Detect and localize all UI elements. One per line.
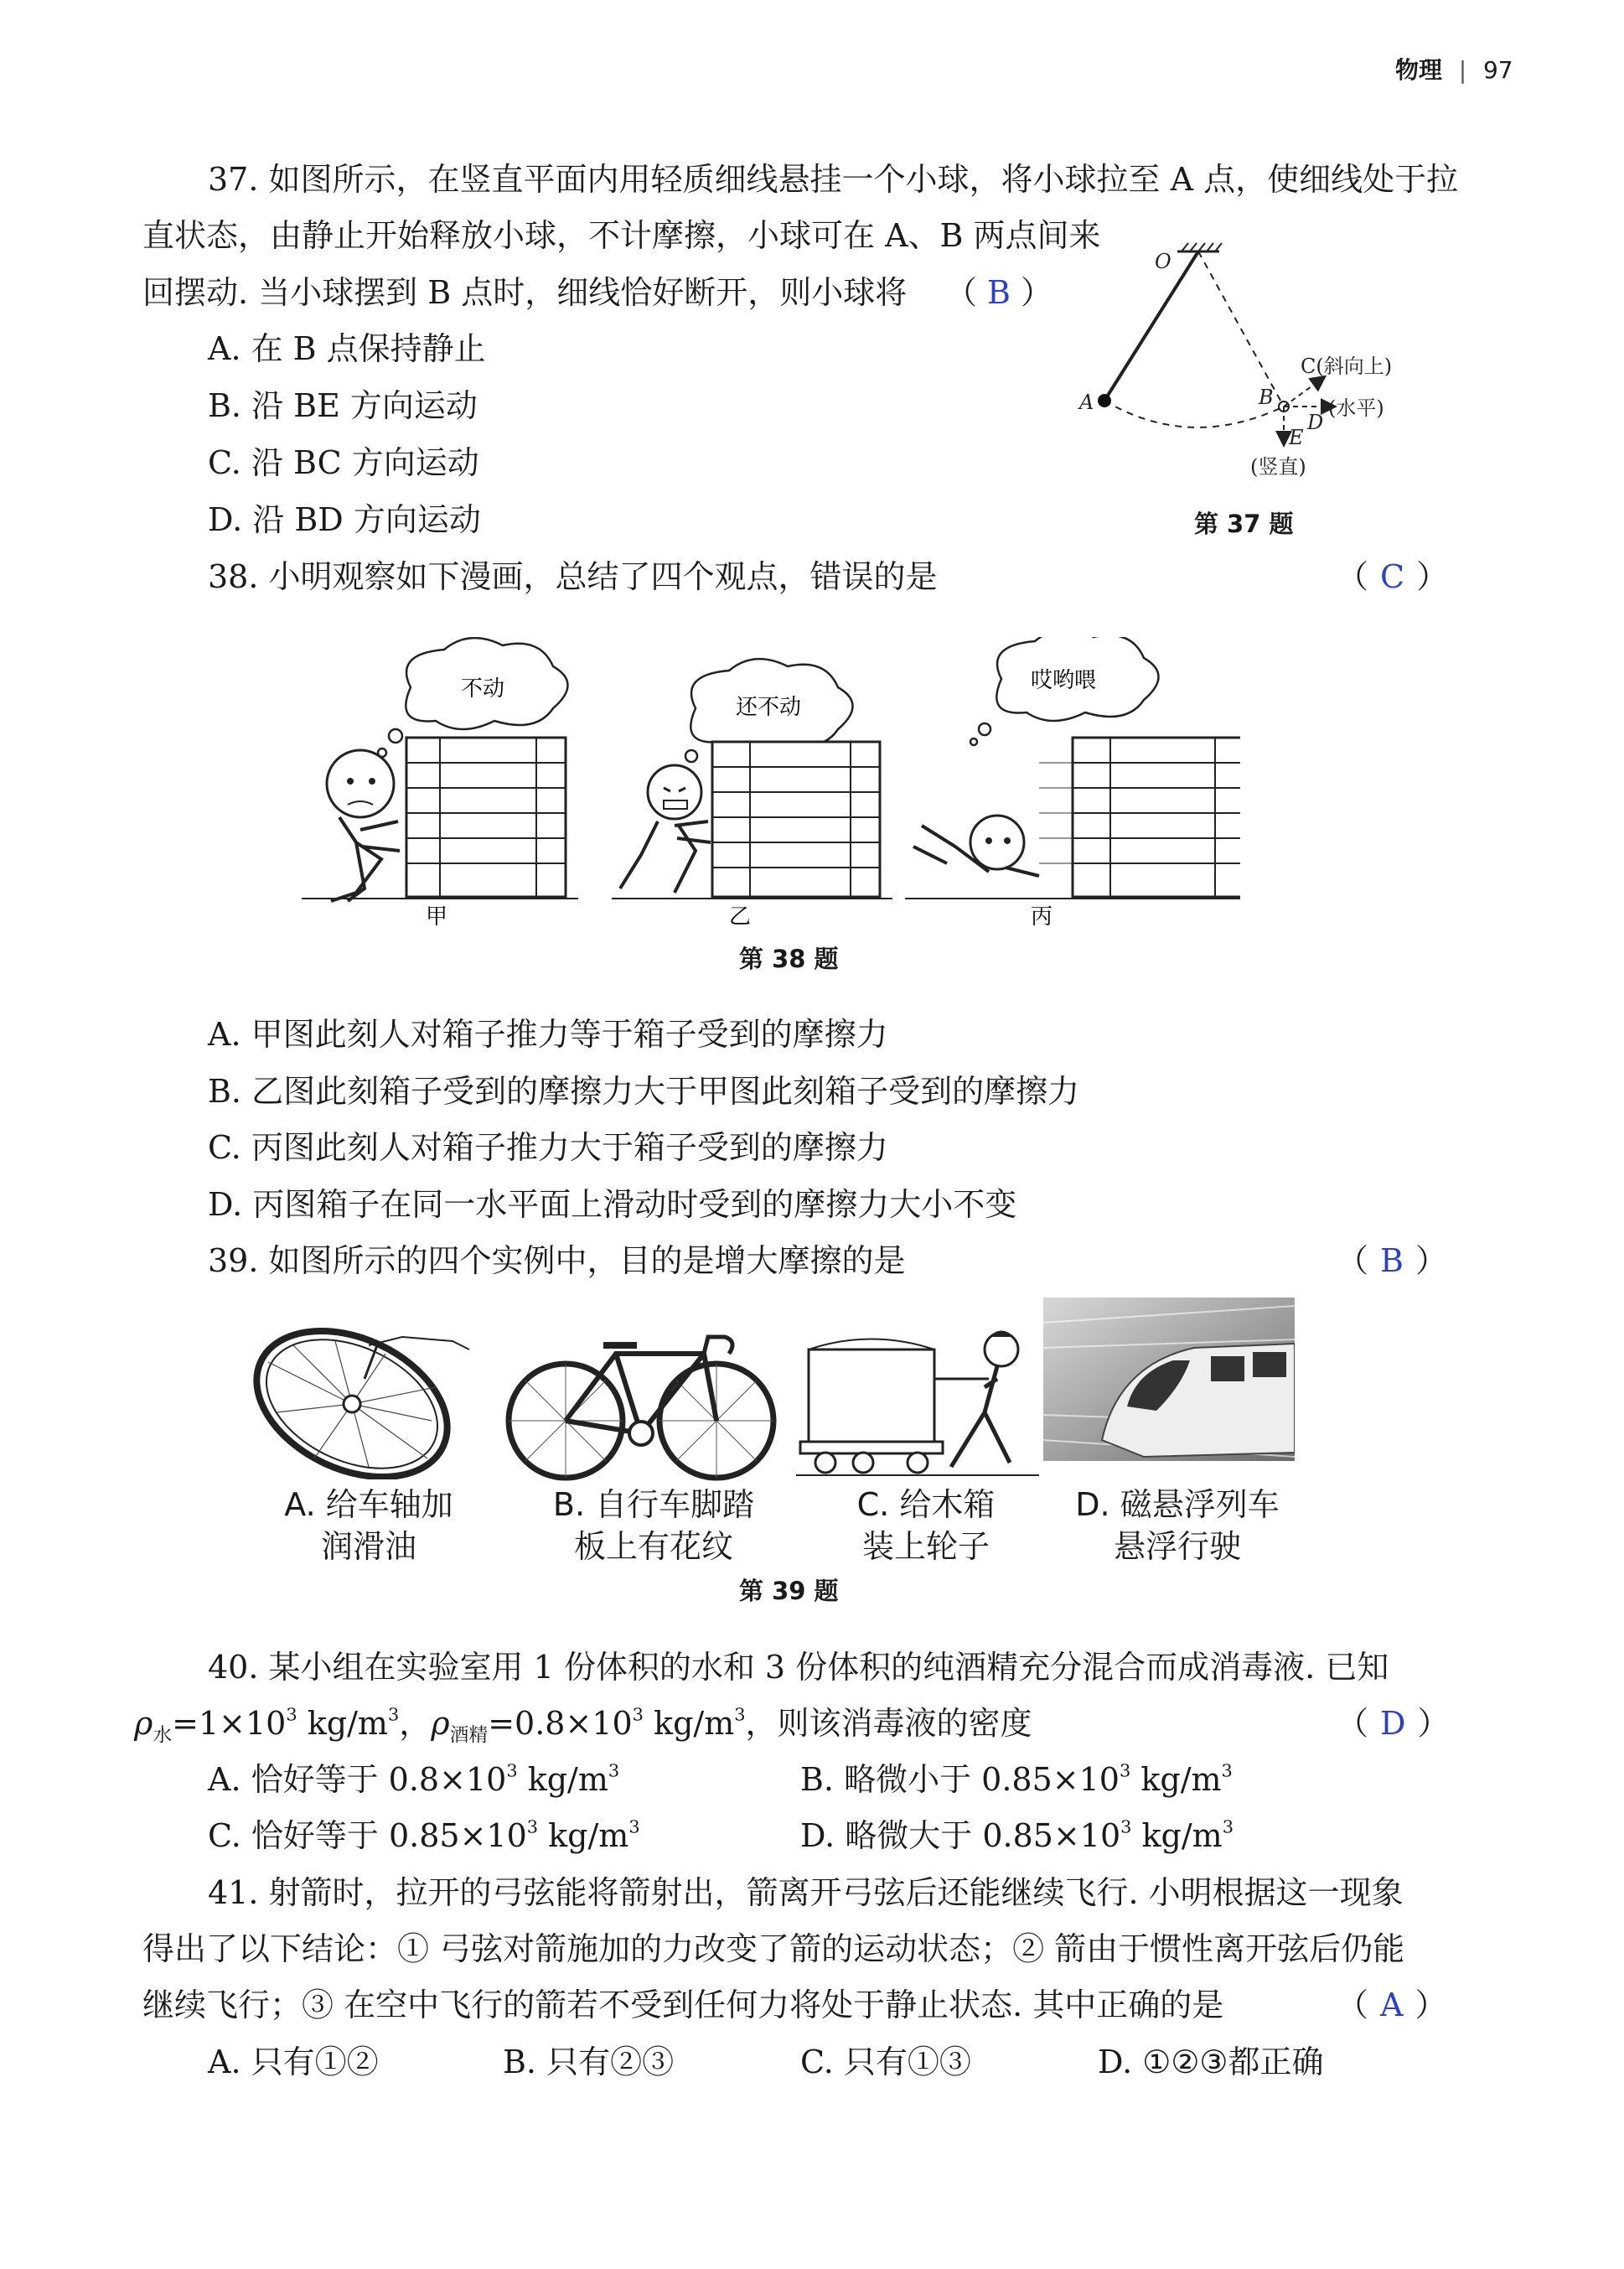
- ball-a: [1098, 394, 1111, 407]
- q37-answer-box: （ B ）: [945, 274, 1052, 311]
- q37-option-c: C. 沿 BC 方向运动: [208, 444, 479, 481]
- subject-label: 物理: [1395, 56, 1443, 84]
- maglev-train-image: [1043, 1298, 1295, 1461]
- string-line: [1104, 251, 1198, 401]
- q41-line-2: 得出了以下结论：① 弓弦对箭施加的力改变了箭的运动状态；② 箭由于惯性离开弦后仍能: [142, 1930, 1405, 1967]
- q39-picture-a-caption: A. 给车轴加 润滑油: [284, 1486, 453, 1565]
- box-with-wheels-image: [796, 1320, 1039, 1479]
- q40-option-d: D. 略微大于 $0.85\times 10^3$ $kg/m^3$: [800, 1816, 1234, 1854]
- page-number: 97: [1482, 56, 1513, 84]
- q38-option-c: C. 丙图此刻人对箱子推力大于箱子受到的摩擦力: [208, 1129, 888, 1166]
- q41-option-d: D. ①②③都正确: [1098, 2044, 1324, 2080]
- panel-label: 甲: [426, 904, 448, 930]
- sub-alcohol: 酒精: [449, 1724, 489, 1747]
- q39-picture-d-caption: D. 磁悬浮列车 悬浮行驶: [1075, 1486, 1280, 1565]
- label-c: C(斜向上): [1301, 355, 1393, 378]
- label-e-dir: (竖直): [1250, 455, 1306, 479]
- q40-option-c: C. 恰好等于 $0.85\times 10^3$ $kg/m^3$: [208, 1816, 640, 1854]
- q41-option-c: C. 只有①③: [800, 2044, 971, 2080]
- q39-picture-c-caption: C. 给木箱 装上轮子: [856, 1486, 996, 1565]
- label-e: E: [1289, 426, 1304, 449]
- q40-line-2: $\rho_水=1\times 10^3$ $kg/m^3$，$\rho_{酒精}=0.8\times 10^3$ $kg/m^3$，则该消毒液的密度: [134, 1704, 1032, 1747]
- q37-pendulum-figure: [1064, 235, 1433, 503]
- q37-line-2: 直状态，由静止开始释放小球，不计摩擦，小球可在 A、B 两点间来: [142, 217, 1101, 254]
- bicycle-image: [503, 1316, 779, 1484]
- label-a: A: [1079, 391, 1094, 414]
- q37-line-3: 回摆动. 当小球摆到 B 点时，细线恰好断开，则小球将: [142, 274, 908, 311]
- q40-option-b: B. 略微小于 $0.85\times 10^3$ $kg/m^3$: [800, 1760, 1233, 1798]
- person-head: [970, 816, 1024, 869]
- q37-option-d: D. 沿 BD 方向运动: [208, 501, 481, 538]
- q41-answer-box: （ A ）: [1337, 1987, 1447, 2023]
- q37-caption: 第 37 题: [1194, 510, 1294, 538]
- crate: [406, 738, 566, 897]
- q41-line-1: 41. 射箭时，拉开的弓弦能将箭射出，箭离开弓弦后还能继续飞行. 小明根据这一现象: [208, 1874, 1404, 1911]
- panel-label: 乙: [729, 904, 752, 930]
- q38-caption: 第 38 题: [739, 945, 839, 973]
- q37-option-a: A. 在 B 点保持静止: [208, 330, 486, 367]
- label-d-dir: (水平): [1328, 396, 1384, 420]
- person-head: [648, 765, 701, 819]
- q38-cartoon: [302, 637, 1240, 947]
- q39-picture-b-caption: B. 自行车脚踏 板上有花纹: [552, 1486, 755, 1565]
- panel-bing: [905, 637, 1240, 930]
- q39-line-1: 39. 如图所示的四个实例中，目的是增大摩擦的是: [208, 1242, 906, 1279]
- thought-text: 还不动: [736, 695, 802, 720]
- q38-option-a: A. 甲图此刻人对箱子推力等于箱子受到的摩擦力: [208, 1016, 888, 1053]
- panel-jia: [302, 638, 578, 930]
- q37-option-b: B. 沿 BE 方向运动: [208, 387, 478, 424]
- wheel-lubrication-image: [243, 1320, 478, 1479]
- swing-arc: [1104, 401, 1284, 427]
- q38-answer-box: （ C ）: [1337, 558, 1449, 595]
- label-b: B: [1259, 386, 1274, 409]
- q41-answer: A: [1380, 1987, 1404, 2023]
- q40-answer: D: [1380, 1705, 1406, 1742]
- person-head: [327, 750, 394, 817]
- q38-line-1: 38. 小明观察如下漫画，总结了四个观点，错误的是: [208, 558, 938, 595]
- q41-option-a: A. 只有①②: [208, 2044, 379, 2080]
- q40-line-1: 40. 某小组在实验室用 1 份体积的水和 3 份体积的纯酒精充分混合而成消毒液. 已知: [208, 1649, 1389, 1686]
- q39-caption: 第 39 题: [739, 1577, 839, 1605]
- q39-answer: B: [1380, 1242, 1404, 1279]
- dashed-string: [1198, 251, 1284, 407]
- arrow-c: [1284, 377, 1324, 407]
- q37-answer: B: [987, 274, 1011, 311]
- page-header: [1395, 52, 1513, 85]
- q41-line-3: 继续飞行；③ 在空中飞行的箭若不受到任何力将处于静止状态. 其中正确的是: [142, 1987, 1224, 2023]
- q38-answer: C: [1380, 558, 1405, 595]
- sub-water: 水: [153, 1724, 173, 1747]
- q37-line-1: 37. 如图所示，在竖直平面内用轻质细线悬挂一个小球，将小球拉至 A 点，使细线处于拉: [208, 161, 1459, 198]
- q39-answer-box: （ B ）: [1337, 1242, 1447, 1279]
- thought-text: 哎哟喂: [1031, 668, 1097, 693]
- header-separator: |: [1458, 56, 1467, 84]
- q38-option-d: D. 丙图箱子在同一水平面上滑动时受到的摩擦力大小不变: [208, 1186, 1017, 1223]
- q41-option-b: B. 只有②③: [503, 2044, 675, 2080]
- label-d: D: [1307, 411, 1324, 434]
- crate: [712, 742, 880, 897]
- panel-yi: [612, 659, 892, 930]
- q40-answer-box: （ D ）: [1337, 1705, 1450, 1742]
- thought-text: 不动: [461, 676, 505, 702]
- q38-option-b: B. 乙图此刻箱子受到的摩擦力大于甲图此刻箱子受到的摩擦力: [208, 1073, 1080, 1110]
- panel-label: 丙: [1031, 904, 1053, 930]
- q40-option-a: A. 恰好等于 $0.8\times 10^3$ $kg/m^3$: [208, 1760, 620, 1798]
- label-o: O: [1155, 250, 1171, 273]
